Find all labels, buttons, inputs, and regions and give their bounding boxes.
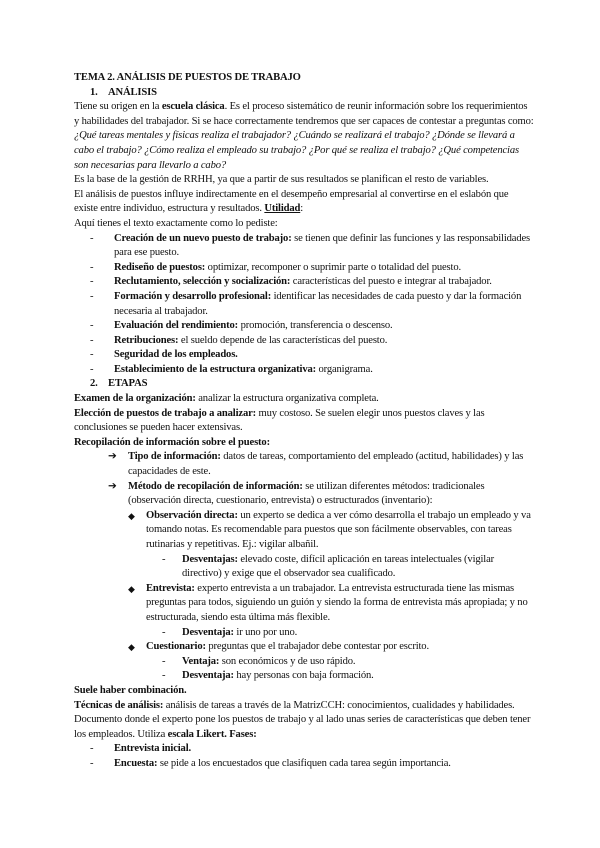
paragraph-eleccion: Elección de puestos de trabajo a analizar: muy costoso. Se suelen elegir unos puestos claves y las conclusiones se pueden hacer extensivas. bbox=[74, 407, 485, 434]
paragraph-combinacion: Suele haber combinación. bbox=[74, 684, 187, 696]
fases-list bbox=[74, 742, 534, 771]
section-1-heading: 1. ANÁLISIS bbox=[90, 86, 157, 98]
paragraph-intro: Aquí tienes el texto exactamente como lo pediste: bbox=[74, 217, 278, 229]
paragraph-examen: Examen de la organización: analizar la estructura organizativa completa. bbox=[74, 393, 379, 405]
heading-recopilacion: Recopilación de información sobre el puesto: bbox=[74, 436, 270, 448]
diamond-icon: ◆ bbox=[128, 583, 135, 594]
diamond-icon: ◆ bbox=[128, 642, 135, 653]
diamond-item-cuestionario: ◆ Cuestionario: preguntas que el trabajador debe contestar por escrito. bbox=[74, 640, 534, 655]
arrow-icon: ➔ bbox=[108, 451, 117, 463]
list-item: - Establecimiento de la estructura organizativa: organigrama. bbox=[90, 363, 373, 375]
sub-item-cue-ventaja: - Ventaja: son económicos y de uso rápido. bbox=[162, 655, 356, 667]
sub-item-obs-desventajas: - Desventajas: elevado coste, difícil aplicación en tareas intelectuales (vigilar directivo) y exige que el observador sea cualificado. bbox=[162, 553, 495, 580]
diamond-item-observacion: ◆ Observación directa: un experto se dedica a ver cómo desarrolla el trabajo un empleado y va tomando notas. Es recomendable para puestos que son fácilmente observables, con tareas rutinarias y repetitivas. Ej.: vigilar albañil. bbox=[128, 509, 531, 550]
sub-item-cue-desventaja: - Desventaja: hay personas con baja formación. bbox=[162, 670, 374, 682]
list-item: - Seguridad de los empleados. bbox=[90, 349, 238, 361]
arrow-item-tipo: ➔ Tipo de información: datos de tareas, comportamiento del empleado (actitud, habilidades) y las capacidades de este. bbox=[108, 451, 524, 478]
list-item: - Creación de un nuevo puesto de trabajo: se tienen que definir las funciones y las responsabilidades para ese puesto. bbox=[90, 232, 531, 259]
arrow-icon: ➔ bbox=[108, 480, 117, 492]
list-item: - Rediseño de puestos: optimizar, recomponer o suprimir parte o totalidad del puesto. bbox=[90, 261, 461, 273]
paragraph-tecnicas: Técnicas de análisis: análisis de tareas a través de la MatrizCCH: conocimientos, cualidades y habilidades. Documento donde el experto pone los puestos de trabajo y al lado unas series de características que deben tener los empleados. Utiliza escala Likert. Fases: bbox=[74, 699, 531, 740]
diamond-icon: ◆ bbox=[128, 510, 135, 521]
paragraph-base: Es la base de la gestión de RRHH, ya que a partir de sus resultados se planifican el resto de variables. bbox=[74, 174, 489, 186]
section-2-heading: 2. ETAPAS bbox=[90, 378, 148, 390]
list-item: - Evaluación del rendimiento: promoción, transferencia o descenso. bbox=[90, 320, 393, 332]
arrow-item-metodo: ➔ Método de recopilación de información: se utilizan diferentes métodos: tradicionales (observación directa, cuestionario, entrevista) o estructurados (inventario): bbox=[108, 480, 485, 507]
sub-item-ent-desventaja: - Desventaja: ir uno por uno. bbox=[162, 626, 298, 638]
utilidad-list bbox=[74, 232, 534, 378]
paragraph-influence: El análisis de puestos influye indirectamente en el desempeño empresarial al convertirse en el eslabón que existe entre individuo, estructura y resultados. Utilidad: bbox=[74, 188, 509, 215]
list-item: - Reclutamiento, selección y socialización: características del puesto e integrar al trabajador. bbox=[90, 276, 492, 288]
page-title: TEMA 2. ANÁLISIS DE PUESTOS DE TRABAJO bbox=[74, 72, 301, 83]
list-item: - Encuesta: se pide a los encuestados que clasifiquen cada tarea según importancia. bbox=[90, 757, 451, 769]
diamond-item-entrevista: ◆ Entrevista: experto entrevista a un trabajador. La entrevista estructurada tiene las mismas preguntas para todos, siguiendo un guión y siendo la forma de entrevista más apropiada; y no estructurada, siendo esta última más flexible. bbox=[128, 582, 528, 623]
list-item: - Formación y desarrollo profesional: identificar las necesidades de cada puesto y dar la formación necesaria al trabajador. bbox=[90, 290, 522, 317]
list-item: - Entrevista inicial. bbox=[90, 743, 191, 755]
document-page bbox=[74, 71, 534, 772]
list-item: - Retribuciones: el sueldo depende de las características del puesto. bbox=[90, 334, 388, 346]
paragraph-origin: Tiene su origen en la escuela clásica. Es el proceso sistemático de reunir información sobre los requerimientos y habilidades del trabajador. Si se hace correctamente tendremos que ser capaces de contestar a preguntas como: ¿Qué tareas mentales y físicas realiza el trabajador? ¿Cuándo se realizará el trabajo? ¿Dónde se llevará a cabo el trabajo? ¿Cómo realiza el empleado su trabajo? ¿Por qué se realiza el trabajo? ¿Qué competencias son necesarias para llevarlo a cabo? bbox=[74, 101, 534, 171]
